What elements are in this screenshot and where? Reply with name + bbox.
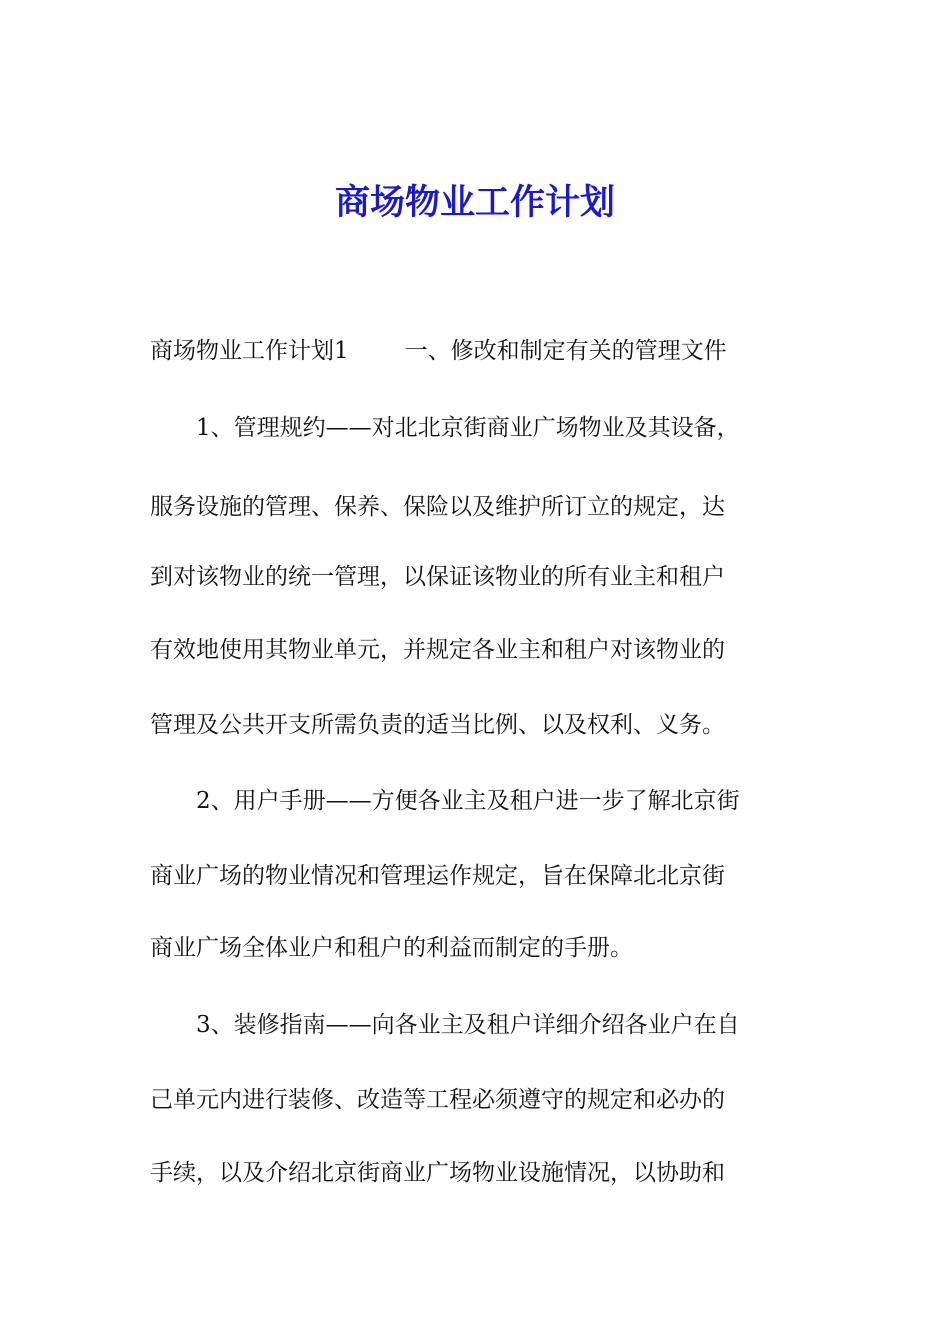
paragraph-line: 3、装修指南——向各业主及租户详细介绍各业户在自 bbox=[196, 1012, 740, 1038]
paragraph-line: 商业广场的物业情况和管理运作规定，旨在保障北北京街 bbox=[150, 863, 725, 889]
paragraph-line: 己单元内进行装修、改造等工程必须遵守的规定和必办的 bbox=[150, 1087, 725, 1113]
page-title: 商场物业工作计划 bbox=[334, 183, 615, 223]
document-subtitle: 商场物业工作计划1 bbox=[150, 338, 349, 364]
section-heading-line bbox=[150, 331, 810, 371]
paragraph-line: 手续，以及介绍北京街商业广场物业设施情况，以协助和 bbox=[150, 1160, 725, 1186]
paragraph-line: 管理及公共开支所需负责的适当比例、以及权利、义务。 bbox=[150, 712, 725, 738]
paragraph-line: 到对该物业的统一管理，以保证该物业的所有业主和租户 bbox=[150, 564, 725, 590]
paragraph-line: 2、用户手册——方便各业主及租户进一步了解北京街 bbox=[196, 788, 740, 814]
paragraph-line: 商业广场全体业户和租户的利益而制定的手册。 bbox=[150, 935, 633, 961]
paragraph-line: 1、管理规约——对北北京街商业广场物业及其设备， bbox=[196, 415, 740, 441]
paragraph-line: 服务设施的管理、保养、保险以及维护所订立的规定，达 bbox=[150, 494, 725, 520]
paragraph-line: 有效地使用其物业单元，并规定各业主和租户对该物业的 bbox=[150, 637, 725, 663]
section-heading: 一、修改和制定有关的管理文件 bbox=[404, 338, 727, 364]
